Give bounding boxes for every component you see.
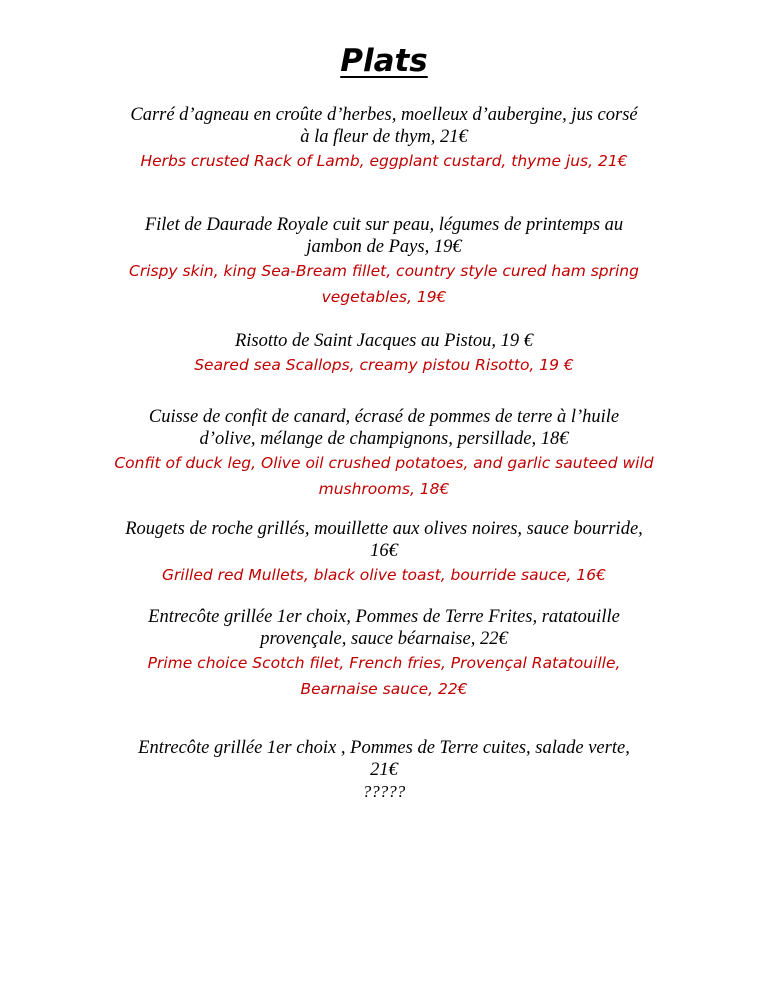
dish-name-french: Rougets de roche grillés, mouillette aux olives noires, sauce bourride, 16€	[125, 519, 643, 561]
menu-item	[0, 330, 768, 378]
menu-item	[0, 737, 768, 803]
menu-item	[0, 214, 768, 310]
dish-name-english: Prime choice Scotch filet, French fries, Provençal Ratatouille, Bearnaise sauce, 22€	[147, 654, 621, 698]
dish-name-english: Grilled red Mullets, black olive toast, bourride sauce, 16€	[162, 566, 606, 584]
dish-name-english: Seared sea Scallops, creamy pistou Risotto, 19 €	[194, 356, 574, 374]
dish-name-english: Herbs crusted Rack of Lamb, eggplant custard, thyme jus, 21€	[140, 152, 628, 170]
dish-name-french: Filet de Daurade Royale cuit sur peau, légumes de printemps au jambon de Pays, 19€	[144, 215, 624, 257]
dish-name-french: Cuisse de confit de canard, écrasé de pommes de terre à l’huile d’olive, mélange de champignons, persillade, 18€	[148, 407, 620, 449]
dish-name-french: Risotto de Saint Jacques au Pistou, 19 €	[234, 331, 534, 351]
dish-name-english: Crispy skin, king Sea-Bream fillet, country style cured ham spring vegetables, 19€	[129, 262, 639, 306]
dish-name-french: Entrecôte grillée 1er choix, Pommes de Terre Frites, ratatouille provençale, sauce béarnaise, 22€	[148, 607, 620, 649]
dish-name-french: Carré d’agneau en croûte d’herbes, moelleux d’aubergine, jus corsé à la fleur de thym, 21€	[130, 105, 638, 147]
menu-item	[0, 606, 768, 702]
dish-name-english-placeholder: ?????	[362, 782, 406, 801]
menu-item	[0, 406, 768, 502]
menu-item	[0, 518, 768, 588]
dish-name-french: Entrecôte grillée 1er choix , Pommes de Terre cuites, salade verte, 21€	[138, 738, 630, 780]
page-title: Plats	[340, 43, 428, 79]
dish-name-english: Confit of duck leg, Olive oil crushed potatoes, and garlic sauteed wild mushrooms, 18€	[114, 454, 654, 498]
menu-item	[0, 104, 768, 174]
